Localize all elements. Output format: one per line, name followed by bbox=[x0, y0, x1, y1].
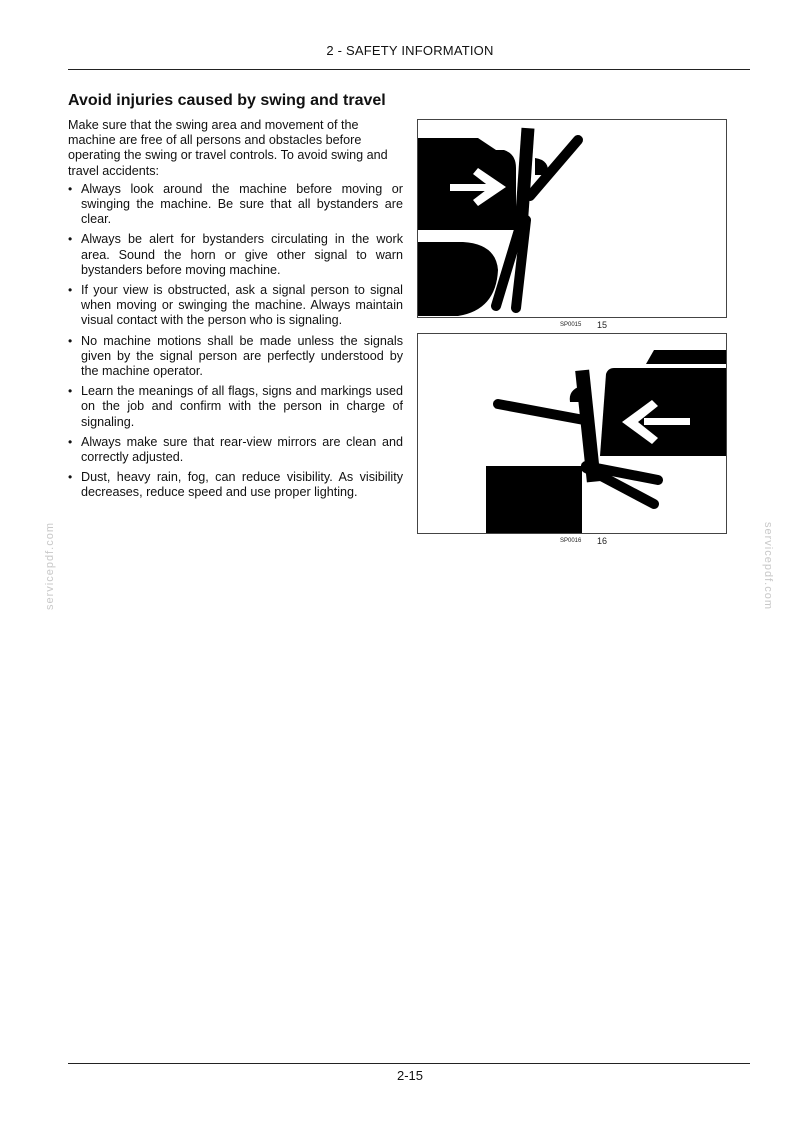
running-header bbox=[0, 43, 794, 58]
list-item: • Always look around the machine before moving or swinging the machine. Be sure that all bystanders are clear. bbox=[68, 181, 403, 227]
list-item: • Always be alert for bystanders circulating in the work area. Sound the horn or give other signal to warn bystanders before moving machine. bbox=[68, 232, 403, 277]
page-footer bbox=[0, 1068, 794, 1083]
watermark-right: servicepdf.com bbox=[761, 522, 774, 610]
section-body bbox=[68, 118, 403, 506]
figure-swing-hazard-15 bbox=[417, 119, 727, 318]
swing-hazard-pictogram-icon bbox=[418, 334, 726, 533]
figure-ref-code: SP0015 bbox=[560, 322, 582, 328]
bullet-icon: • bbox=[68, 283, 73, 298]
swing-travel-pictogram-icon bbox=[418, 120, 726, 317]
list-item: • No machine motions shall be made unless the signals given by the signal person are perfectly understood by the machine operator. bbox=[68, 333, 403, 379]
page-number: 2-15 bbox=[396, 1068, 424, 1083]
bullet-list bbox=[68, 182, 403, 501]
bullet-icon: • bbox=[68, 434, 73, 449]
figure-number: 16 bbox=[597, 536, 608, 546]
intro-paragraph: Make sure that the swing area and movement of the machine are free of all persons and obstacles before operating the swing or travel controls. To avoid swing and travel accidents: bbox=[68, 118, 388, 178]
bullet-icon: • bbox=[68, 384, 73, 399]
figure-number: 15 bbox=[597, 320, 608, 330]
section-heading: Avoid injuries caused by swing and travel bbox=[68, 92, 386, 109]
figure-swing-hazard-16 bbox=[417, 333, 727, 534]
header-rule bbox=[68, 69, 750, 70]
list-item: • If your view is obstructed, ask a signal person to signal when moving or swinging the machine. Always maintain visual contact with the person who is signaling. bbox=[68, 283, 403, 328]
bullet-icon: • bbox=[68, 181, 73, 196]
list-item: • Dust, heavy rain, fog, can reduce visibility. As visibility decreases, reduce speed and use proper lighting. bbox=[68, 470, 403, 500]
list-item: • Always make sure that rear-view mirrors are clean and correctly adjusted. bbox=[68, 434, 403, 465]
footer-rule bbox=[68, 1063, 750, 1064]
bullet-icon: • bbox=[68, 333, 73, 348]
list-item: • Learn the meanings of all flags, signs and markings used on the job and confirm with the person in charge of signaling. bbox=[68, 384, 403, 429]
watermark-left: servicepdf.com bbox=[43, 522, 56, 610]
figure-ref-code: SP0016 bbox=[560, 538, 582, 544]
bullet-icon: • bbox=[68, 232, 73, 247]
bullet-icon: • bbox=[68, 470, 73, 485]
header-title: 2 - SAFETY INFORMATION bbox=[326, 43, 494, 58]
